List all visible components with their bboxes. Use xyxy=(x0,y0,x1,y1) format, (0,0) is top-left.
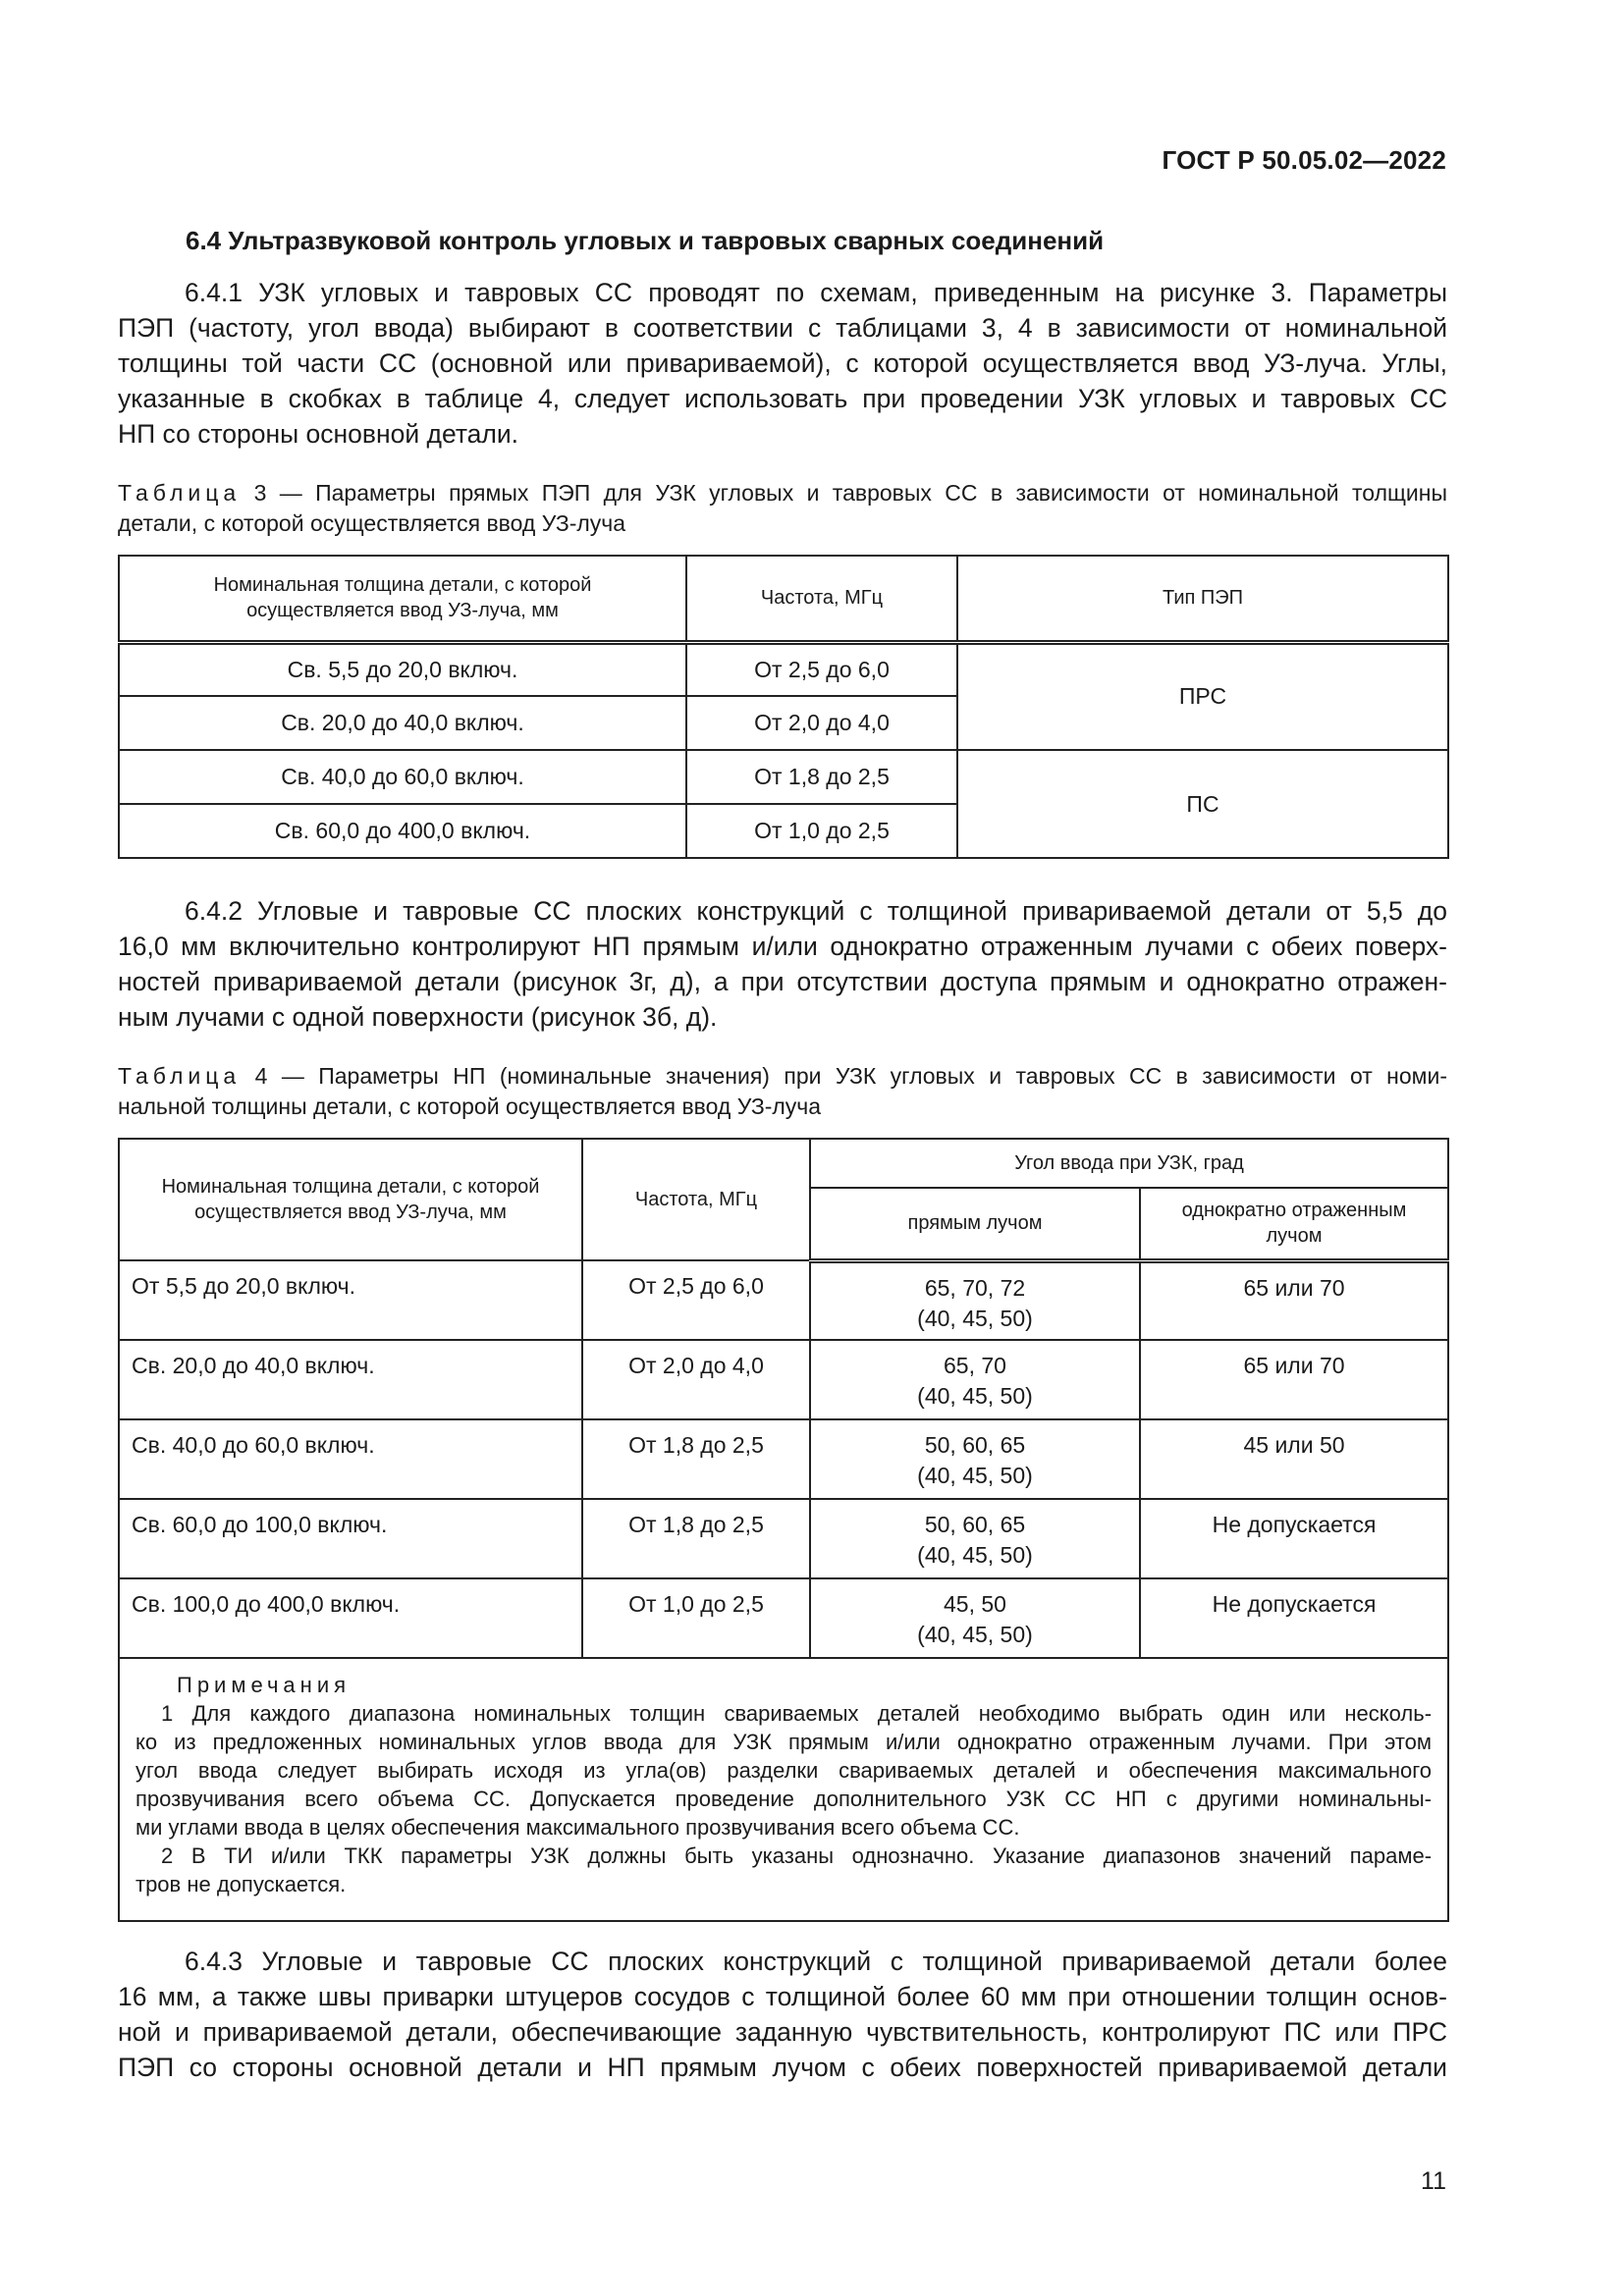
table-row xyxy=(119,1340,1448,1419)
cell-thickness: Св. 40,0 до 60,0 включ. xyxy=(119,750,686,804)
cell-type: ПС xyxy=(957,750,1448,858)
cell-frequency: От 2,5 до 6,0 xyxy=(686,642,957,696)
cell-reflected: Не допускается xyxy=(1140,1578,1448,1658)
text-line: 6.4.2 Угловые и тавровые СС плоских конструкций с толщиной привариваемой детали от 5,5 до xyxy=(185,896,1447,926)
cell-direct: 65, 70, 72 (40, 45, 50) xyxy=(810,1260,1140,1340)
cell-direct: 50, 60, 65 (40, 45, 50) xyxy=(810,1499,1140,1578)
header-direct-beam: прямым лучом xyxy=(810,1188,1140,1260)
header-thickness: Номинальная толщина детали, с которой осуществляется ввод УЗ-луча, мм xyxy=(119,1139,582,1260)
table-row xyxy=(119,1260,1448,1340)
header-frequency: Частота, МГц xyxy=(686,556,957,642)
cell-frequency: От 1,8 до 2,5 xyxy=(686,750,957,804)
notes-title: Примечания xyxy=(177,1673,352,1697)
header-frequency: Частота, МГц xyxy=(582,1139,810,1260)
header-reflected-beam: однократно отраженным лучом xyxy=(1140,1188,1448,1260)
note-line: угол ввода следует выбирать исходя из угла(ов) разделки свариваемых деталей и обеспечения максимального xyxy=(135,1758,1433,1783)
document-code: ГОСТ Р 50.05.02—2022 xyxy=(1162,145,1446,175)
cell-direct: 45, 50 (40, 45, 50) xyxy=(810,1578,1140,1658)
note-line: тров не допускается. xyxy=(135,1872,347,1896)
text-line: ной и привариваемой детали, обеспечивающие заданную чувствительность, контролируют ПС или ПРС xyxy=(118,2017,1447,2047)
table-row xyxy=(119,642,1448,696)
cell-thickness: Св. 60,0 до 100,0 включ. xyxy=(119,1499,582,1578)
text-line: 6.4.3 Угловые и тавровые СС плоских конструкций с толщиной привариваемой детали более xyxy=(185,1947,1447,1976)
cell-thickness: Св. 5,5 до 20,0 включ. xyxy=(119,642,686,696)
table-row xyxy=(119,1419,1448,1499)
caption-text: 4 — Параметры НП (номинальные значения) при УЗК угловых и тавровых СС в зависимости от номи- xyxy=(254,1063,1447,1089)
section-title: 6.4 Ультразвуковой контроль угловых и тавровых сварных соединений xyxy=(186,226,1105,255)
caption-text: нальной толщины детали, с которой осуществляется ввод УЗ-луча xyxy=(118,1094,822,1119)
cell-thickness: Св. 20,0 до 40,0 включ. xyxy=(119,696,686,750)
note-line: 1 Для каждого диапазона номинальных толщин свариваемых деталей необходимо выбрать один или несколь- xyxy=(161,1701,1433,1726)
cell-thickness: Св. 40,0 до 60,0 включ. xyxy=(119,1419,582,1499)
cell-thickness: Св. 100,0 до 400,0 включ. xyxy=(119,1578,582,1658)
paragraph-6-4-2 xyxy=(118,893,1447,1035)
header-angle: Угол ввода при УЗК, град xyxy=(810,1139,1448,1188)
cell-direct: 50, 60, 65 (40, 45, 50) xyxy=(810,1419,1140,1499)
text-line: 16,0 мм включительно контролируют НП прямым и/или однократно отраженным лучами с обеих поверх- xyxy=(118,932,1447,961)
header-type: Тип ПЭП xyxy=(957,556,1448,642)
page-number: 11 xyxy=(1421,2167,1446,2195)
cell-type: ПРС xyxy=(957,642,1448,750)
text-line: указанные в скобках в таблице 4, следует использовать при проведении УЗК угловых и тавровых СС xyxy=(118,384,1447,413)
cell-reflected: 65 или 70 xyxy=(1140,1260,1448,1340)
table-4 xyxy=(118,1138,1449,1922)
note-line: ко из предложенных номинальных углов ввода для УЗК прямым и/или однократно отраженным лучами. При этом xyxy=(135,1730,1433,1754)
cell-thickness: От 5,5 до 20,0 включ. xyxy=(119,1260,582,1340)
header-thickness: Номинальная толщина детали, с которой осуществляется ввод УЗ-луча, мм xyxy=(119,556,686,642)
caption-text: 3 — Параметры прямых ПЭП для УЗК угловых и тавровых СС в зависимости от номинальной толщины xyxy=(253,480,1448,506)
text-line: ностей привариваемой детали (рисунок 3г, д), а при отсутствии доступа прямым и однократно отражен- xyxy=(118,967,1447,996)
cell-direct: 65, 70 (40, 45, 50) xyxy=(810,1340,1140,1419)
cell-frequency: От 1,8 до 2,5 xyxy=(582,1419,810,1499)
table-row xyxy=(119,1578,1448,1658)
table-3 xyxy=(118,555,1449,859)
caption-word: Таблица xyxy=(118,480,242,506)
caption-word: Таблица xyxy=(118,1063,242,1089)
cell-frequency: От 1,0 до 2,5 xyxy=(582,1578,810,1658)
text-line: ным лучами с одной поверхности (рисунок 3б, д). xyxy=(118,1002,718,1032)
text-line: 16 мм, а также швы приварки штуцеров сосудов с толщиной более 60 мм при отношении толщин основ- xyxy=(118,1982,1447,2011)
text-line: 6.4.1 УЗК угловых и тавровых СС проводят по схемам, приведенным на рисунке 3. Параметры xyxy=(185,278,1447,307)
cell-frequency: От 1,0 до 2,5 xyxy=(686,804,957,858)
paragraph-6-4-3 xyxy=(118,1944,1447,2085)
table-notes xyxy=(119,1658,1448,1921)
text-line: НП со стороны основной детали. xyxy=(118,419,519,449)
cell-reflected: 65 или 70 xyxy=(1140,1340,1448,1419)
cell-thickness: Св. 60,0 до 400,0 включ. xyxy=(119,804,686,858)
table-row xyxy=(119,750,1448,804)
note-line: прозвучивания всего объема СС. Допускается проведение дополнительного УЗК СС НП с другими номинальны- xyxy=(135,1787,1433,1811)
cell-frequency: От 1,8 до 2,5 xyxy=(582,1499,810,1578)
cell-reflected: Не допускается xyxy=(1140,1499,1448,1578)
text-line: толщины той части СС (основной или привариваемой), с которой осуществляется ввод УЗ-луча. Углы, xyxy=(118,348,1447,378)
text-line: ПЭП со стороны основной детали и НП прямым лучом с обеих поверхностей привариваемой детали xyxy=(118,2053,1447,2082)
table4-caption xyxy=(118,1061,1447,1122)
caption-text: детали, с которой осуществляется ввод УЗ-луча xyxy=(118,510,626,536)
paragraph-6-4-1 xyxy=(118,275,1447,452)
cell-frequency: От 2,5 до 6,0 xyxy=(582,1260,810,1340)
cell-thickness: Св. 20,0 до 40,0 включ. xyxy=(119,1340,582,1419)
cell-reflected: 45 или 50 xyxy=(1140,1419,1448,1499)
cell-frequency: От 2,0 до 4,0 xyxy=(582,1340,810,1419)
cell-frequency: От 2,0 до 4,0 xyxy=(686,696,957,750)
note-line: ми углами ввода в целях обеспечения максимального прозвучивания всего объема СС. xyxy=(135,1815,1020,1840)
table-row xyxy=(119,1499,1448,1578)
note-line: 2 В ТИ и/или ТКК параметры УЗК должны быть указаны однозначно. Указание диапазонов значений параме- xyxy=(161,1843,1433,1868)
text-line: ПЭП (частоту, угол ввода) выбирают в соответствии с таблицами 3, 4 в зависимости от номинальной xyxy=(118,313,1447,343)
table3-caption xyxy=(118,478,1447,539)
